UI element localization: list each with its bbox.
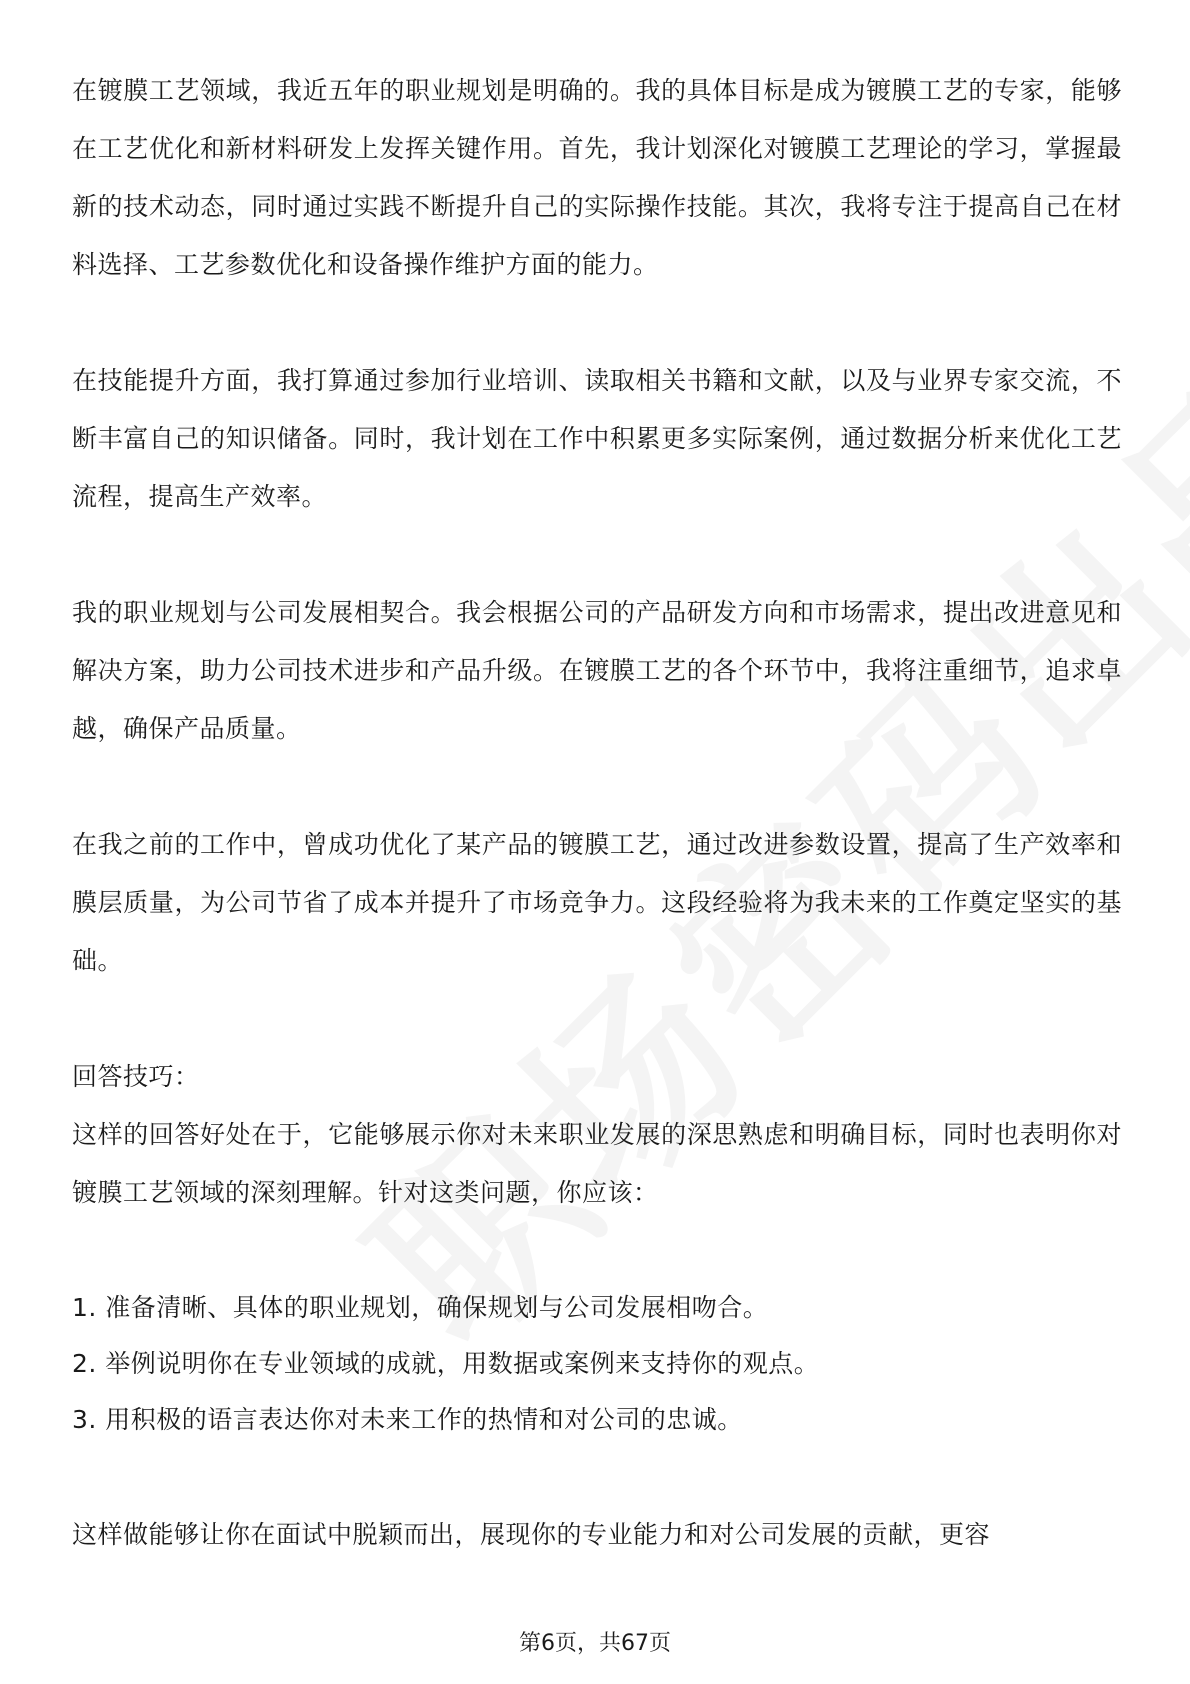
paragraph-spacer (72, 990, 1122, 1048)
paragraph-spacer (72, 526, 1122, 584)
tips-list-item: 2. 举例说明你在专业领域的成就，用数据或案例来支持你的观点。 (72, 1349, 820, 1378)
tips-list-item: 1. 准备清晰、具体的职业规划，确保规划与公司发展相吻合。 (72, 1293, 769, 1322)
paragraph-spacer (72, 758, 1122, 816)
document-body (72, 62, 1122, 1564)
paragraph-conclusion: 这样做能够让你在面试中脱颖而出，展现你的专业能力和对公司发展的贡献，更容 (72, 1520, 991, 1549)
paragraph-past-experience: 在我之前的工作中，曾成功优化了某产品的镀膜工艺，通过改进参数设置，提高了生产效率和膜层质量，为公司节省了成本并提升了市场竞争力。这段经验将为我未来的工作奠定坚实的基础。 (72, 830, 1122, 975)
paragraph-spacer (72, 1222, 1122, 1280)
paragraph-spacer (72, 294, 1122, 352)
paragraph-skill-improvement: 在技能提升方面，我打算通过参加行业培训、读取相关书籍和文献，以及与业界专家交流，不断丰富自己的知识储备。同时，我计划在工作中积累更多实际案例，通过数据分析来优化工艺流程，提高生产效率。 (72, 366, 1122, 511)
paragraph-company-alignment: 我的职业规划与公司发展相契合。我会根据公司的产品研发方向和市场需求，提出改进意见和解决方案，助力公司技术进步和产品升级。在镀膜工艺的各个环节中，我将注重细节，追求卓越，确保产品质量。 (72, 598, 1122, 743)
page-footer: 第6页，共67页 (519, 1631, 671, 1656)
tips-heading: 回答技巧： (72, 1062, 200, 1091)
paragraph-spacer (72, 1448, 1122, 1506)
paragraph-career-plan: 在镀膜工艺领域，我近五年的职业规划是明确的。我的具体目标是成为镀膜工艺的专家，能够在工艺优化和新材料研发上发挥关键作用。首先，我计划深化对镀膜工艺理论的学习，掌握最新的技术动态，同时通过实践不断提升自己的实际操作技能。其次，我将专注于提高自己在材料选择、工艺参数优化和设备操作维护方面的能力。 (72, 76, 1122, 279)
paragraph-tips-intro: 这样的回答好处在于，它能够展示你对未来职业发展的深思熟虑和明确目标，同时也表明你对镀膜工艺领域的深刻理解。针对这类问题，你应该： (72, 1120, 1122, 1207)
tips-list-item: 3. 用积极的语言表达你对未来工作的热情和对公司的忠诚。 (72, 1405, 743, 1434)
